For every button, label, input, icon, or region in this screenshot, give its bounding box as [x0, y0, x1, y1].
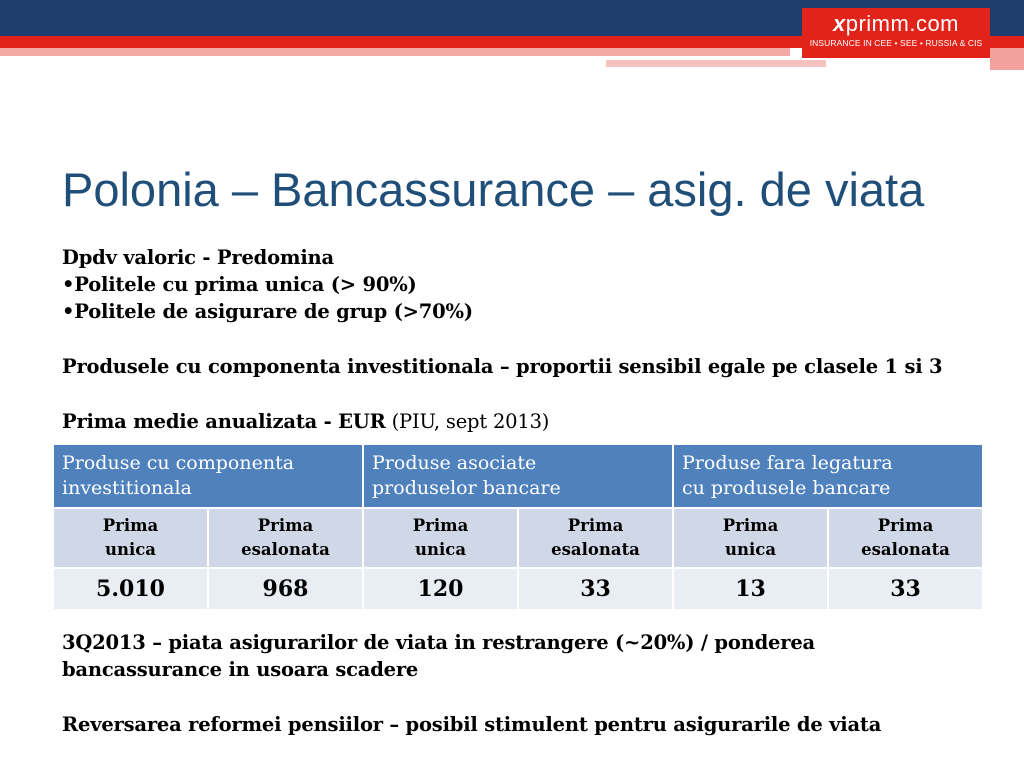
subheader-line2: unica [105, 540, 156, 559]
subheader-cell [363, 508, 518, 568]
intro-investment-note: Produsele cu componenta investitionala – proportii sensibil egale pe clasele 1 si 3 [62, 355, 943, 378]
header-bank-associated-products [363, 444, 673, 508]
premium-table [52, 443, 984, 611]
subheader-cell [208, 508, 363, 568]
footer-pension-reform: Reversarea reformei pensiilor – posibil stimulent pentru asigurarile de viata [62, 713, 882, 736]
table-subheader-row [53, 508, 983, 568]
header-band-pink-corner [990, 48, 1024, 70]
subheader-line1: Prima [412, 516, 469, 535]
header-investment-products-line1: Produse cu componenta [62, 452, 295, 474]
header-unrelated-line2: cu produsele bancare [682, 477, 891, 499]
value-cell: 13 [673, 568, 828, 610]
subheader-line2: esalonata [551, 540, 640, 559]
intro-bullet-1: •Politele cu prima unica (> 90%) [62, 273, 417, 296]
subheader-line2: unica [415, 540, 467, 559]
header-investment-products [53, 444, 363, 508]
logo-tagline: INSURANCE IN CEE • SEE • RUSSIA & CIS [809, 38, 983, 48]
intro-line-1: Dpdv valoric - Predomina [62, 246, 334, 269]
header-band-pink [0, 48, 790, 56]
table-header-row [53, 444, 983, 508]
intro-premium-caption [62, 409, 549, 435]
subheader-cell [518, 508, 673, 568]
logo-wordmark: primm.com [845, 11, 960, 36]
subheader-line1: Prima [567, 516, 624, 535]
value-cell: 33 [518, 568, 673, 610]
xprimm-logo [802, 8, 990, 58]
value-cell: 5.010 [53, 568, 208, 610]
header-bank-associated-line2: produselor bancare [372, 477, 561, 499]
premium-caption-bold: Prima medie anualizata - EUR [62, 410, 386, 433]
subheader-line1: Prima [877, 516, 934, 535]
header-investment-products-line2: investitionala [62, 477, 192, 499]
table-row [53, 568, 983, 610]
intro-bullet-2: •Politele de asigurare de grup (>70%) [62, 300, 473, 323]
subheader-cell [828, 508, 983, 568]
header-bank-associated-line1: Produse asociate [372, 452, 537, 474]
footer-market-line-2: bancassurance in usoara scadere [62, 658, 419, 681]
logo-name [802, 11, 990, 37]
slide-title: Polonia – Bancassurance – asig. de viata [62, 163, 925, 216]
subheader-line1: Prima [102, 516, 159, 535]
subheader-cell [673, 508, 828, 568]
value-cell: 33 [828, 568, 983, 610]
logo-x-mark: x [832, 11, 846, 36]
header-band-pink-accent [606, 60, 826, 67]
subheader-line2: esalonata [861, 540, 950, 559]
subheader-cell [53, 508, 208, 568]
header-unrelated-line1: Produse fara legatura [682, 452, 893, 474]
subheader-line2: unica [725, 540, 777, 559]
premium-caption-source: (PIU, sept 2013) [385, 410, 550, 433]
subheader-line1: Prima [257, 516, 314, 535]
subheader-line1: Prima [722, 516, 779, 535]
footer-market-line-1: 3Q2013 – piata asigurarilor de viata in restrangere (~20%) / ponderea [62, 631, 815, 654]
header-unrelated-products [673, 444, 983, 508]
subheader-line2: esalonata [241, 540, 330, 559]
value-cell: 968 [208, 568, 363, 610]
value-cell: 120 [363, 568, 518, 610]
